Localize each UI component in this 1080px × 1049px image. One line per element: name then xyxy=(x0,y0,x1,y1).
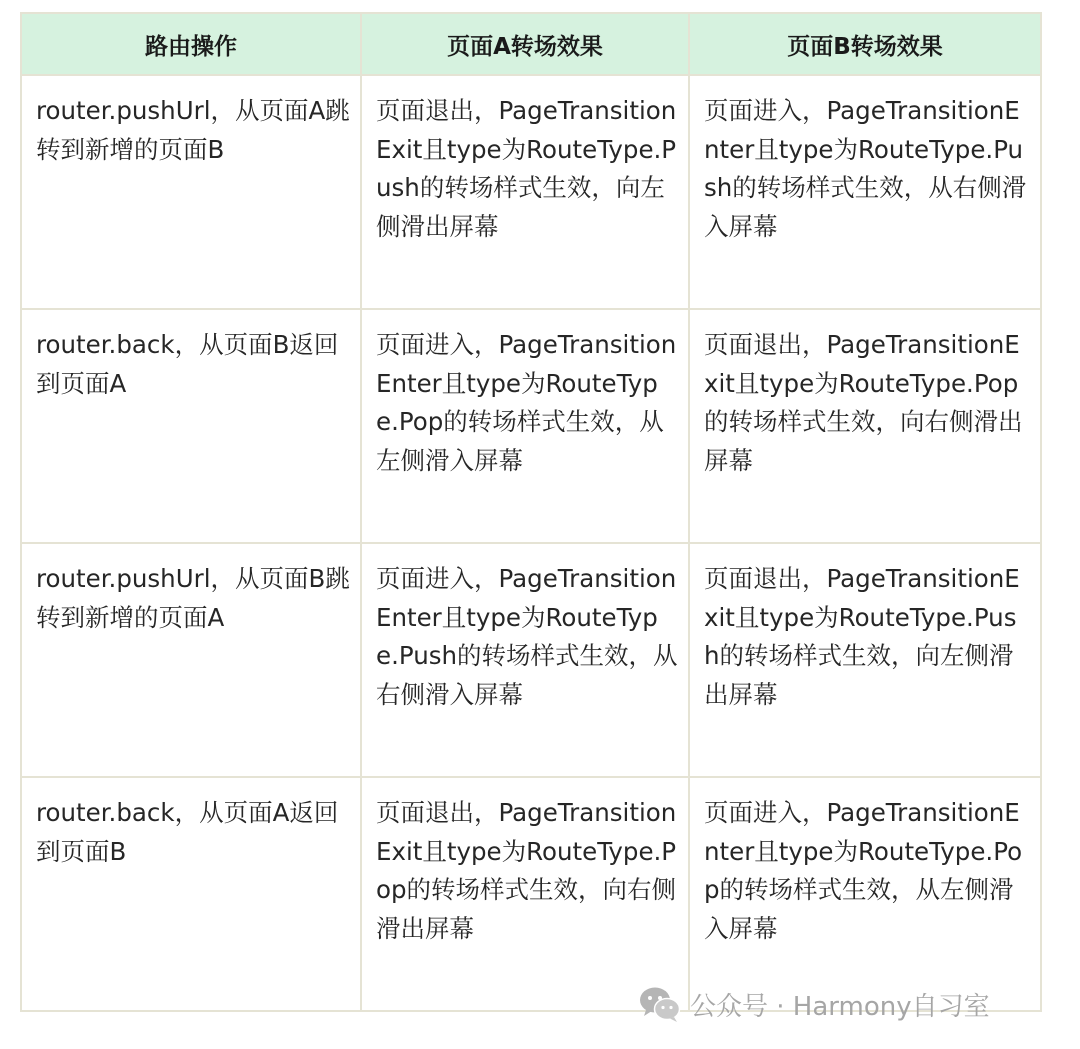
cell-operation: router.pushUrl，从页面B跳转到新增的页面A xyxy=(21,543,361,777)
header-route-operation: 路由操作 xyxy=(21,13,361,75)
table-row xyxy=(21,777,1041,1011)
table-row xyxy=(21,75,1041,309)
table-row xyxy=(21,309,1041,543)
cell-page-a-effect: 页面进入，PageTransitionEnter且type为RouteType.Push的转场样式生效，从右侧滑入屏幕 xyxy=(361,543,689,777)
cell-page-b-effect: 页面退出，PageTransitionExit且type为RouteType.Push的转场样式生效，向左侧滑出屏幕 xyxy=(689,543,1041,777)
wechat-icon xyxy=(638,984,682,1024)
cell-operation: router.back，从页面A返回到页面B xyxy=(21,777,361,1011)
table-row xyxy=(21,543,1041,777)
transition-table-container xyxy=(20,12,1040,1012)
watermark-text: 公众号 · Harmony自习室 xyxy=(690,991,990,1022)
cell-page-b-effect: 页面退出，PageTransitionExit且type为RouteType.Pop的转场样式生效，向右侧滑出屏幕 xyxy=(689,309,1041,543)
header-page-a-effect: 页面A转场效果 xyxy=(361,13,689,75)
cell-page-a-effect: 页面退出，PageTransitionExit且type为RouteType.Pop的转场样式生效，向右侧滑出屏幕 xyxy=(361,777,689,1011)
cell-page-b-effect: 页面进入，PageTransitionEnter且type为RouteType.Push的转场样式生效，从右侧滑入屏幕 xyxy=(689,75,1041,309)
header-page-b-effect: 页面B转场效果 xyxy=(689,13,1041,75)
watermark xyxy=(638,982,990,1026)
cell-operation: router.back，从页面B返回到页面A xyxy=(21,309,361,543)
cell-page-a-effect: 页面进入，PageTransitionEnter且type为RouteType.Pop的转场样式生效，从左侧滑入屏幕 xyxy=(361,309,689,543)
cell-page-a-effect: 页面退出，PageTransitionExit且type为RouteType.Push的转场样式生效，向左侧滑出屏幕 xyxy=(361,75,689,309)
cell-operation: router.pushUrl，从页面A跳转到新增的页面B xyxy=(21,75,361,309)
cell-page-b-effect: 页面进入，PageTransitionEnter且type为RouteType.Pop的转场样式生效，从左侧滑入屏幕 xyxy=(689,777,1041,1011)
table-header-row xyxy=(21,13,1041,75)
transition-table xyxy=(20,12,1042,1012)
